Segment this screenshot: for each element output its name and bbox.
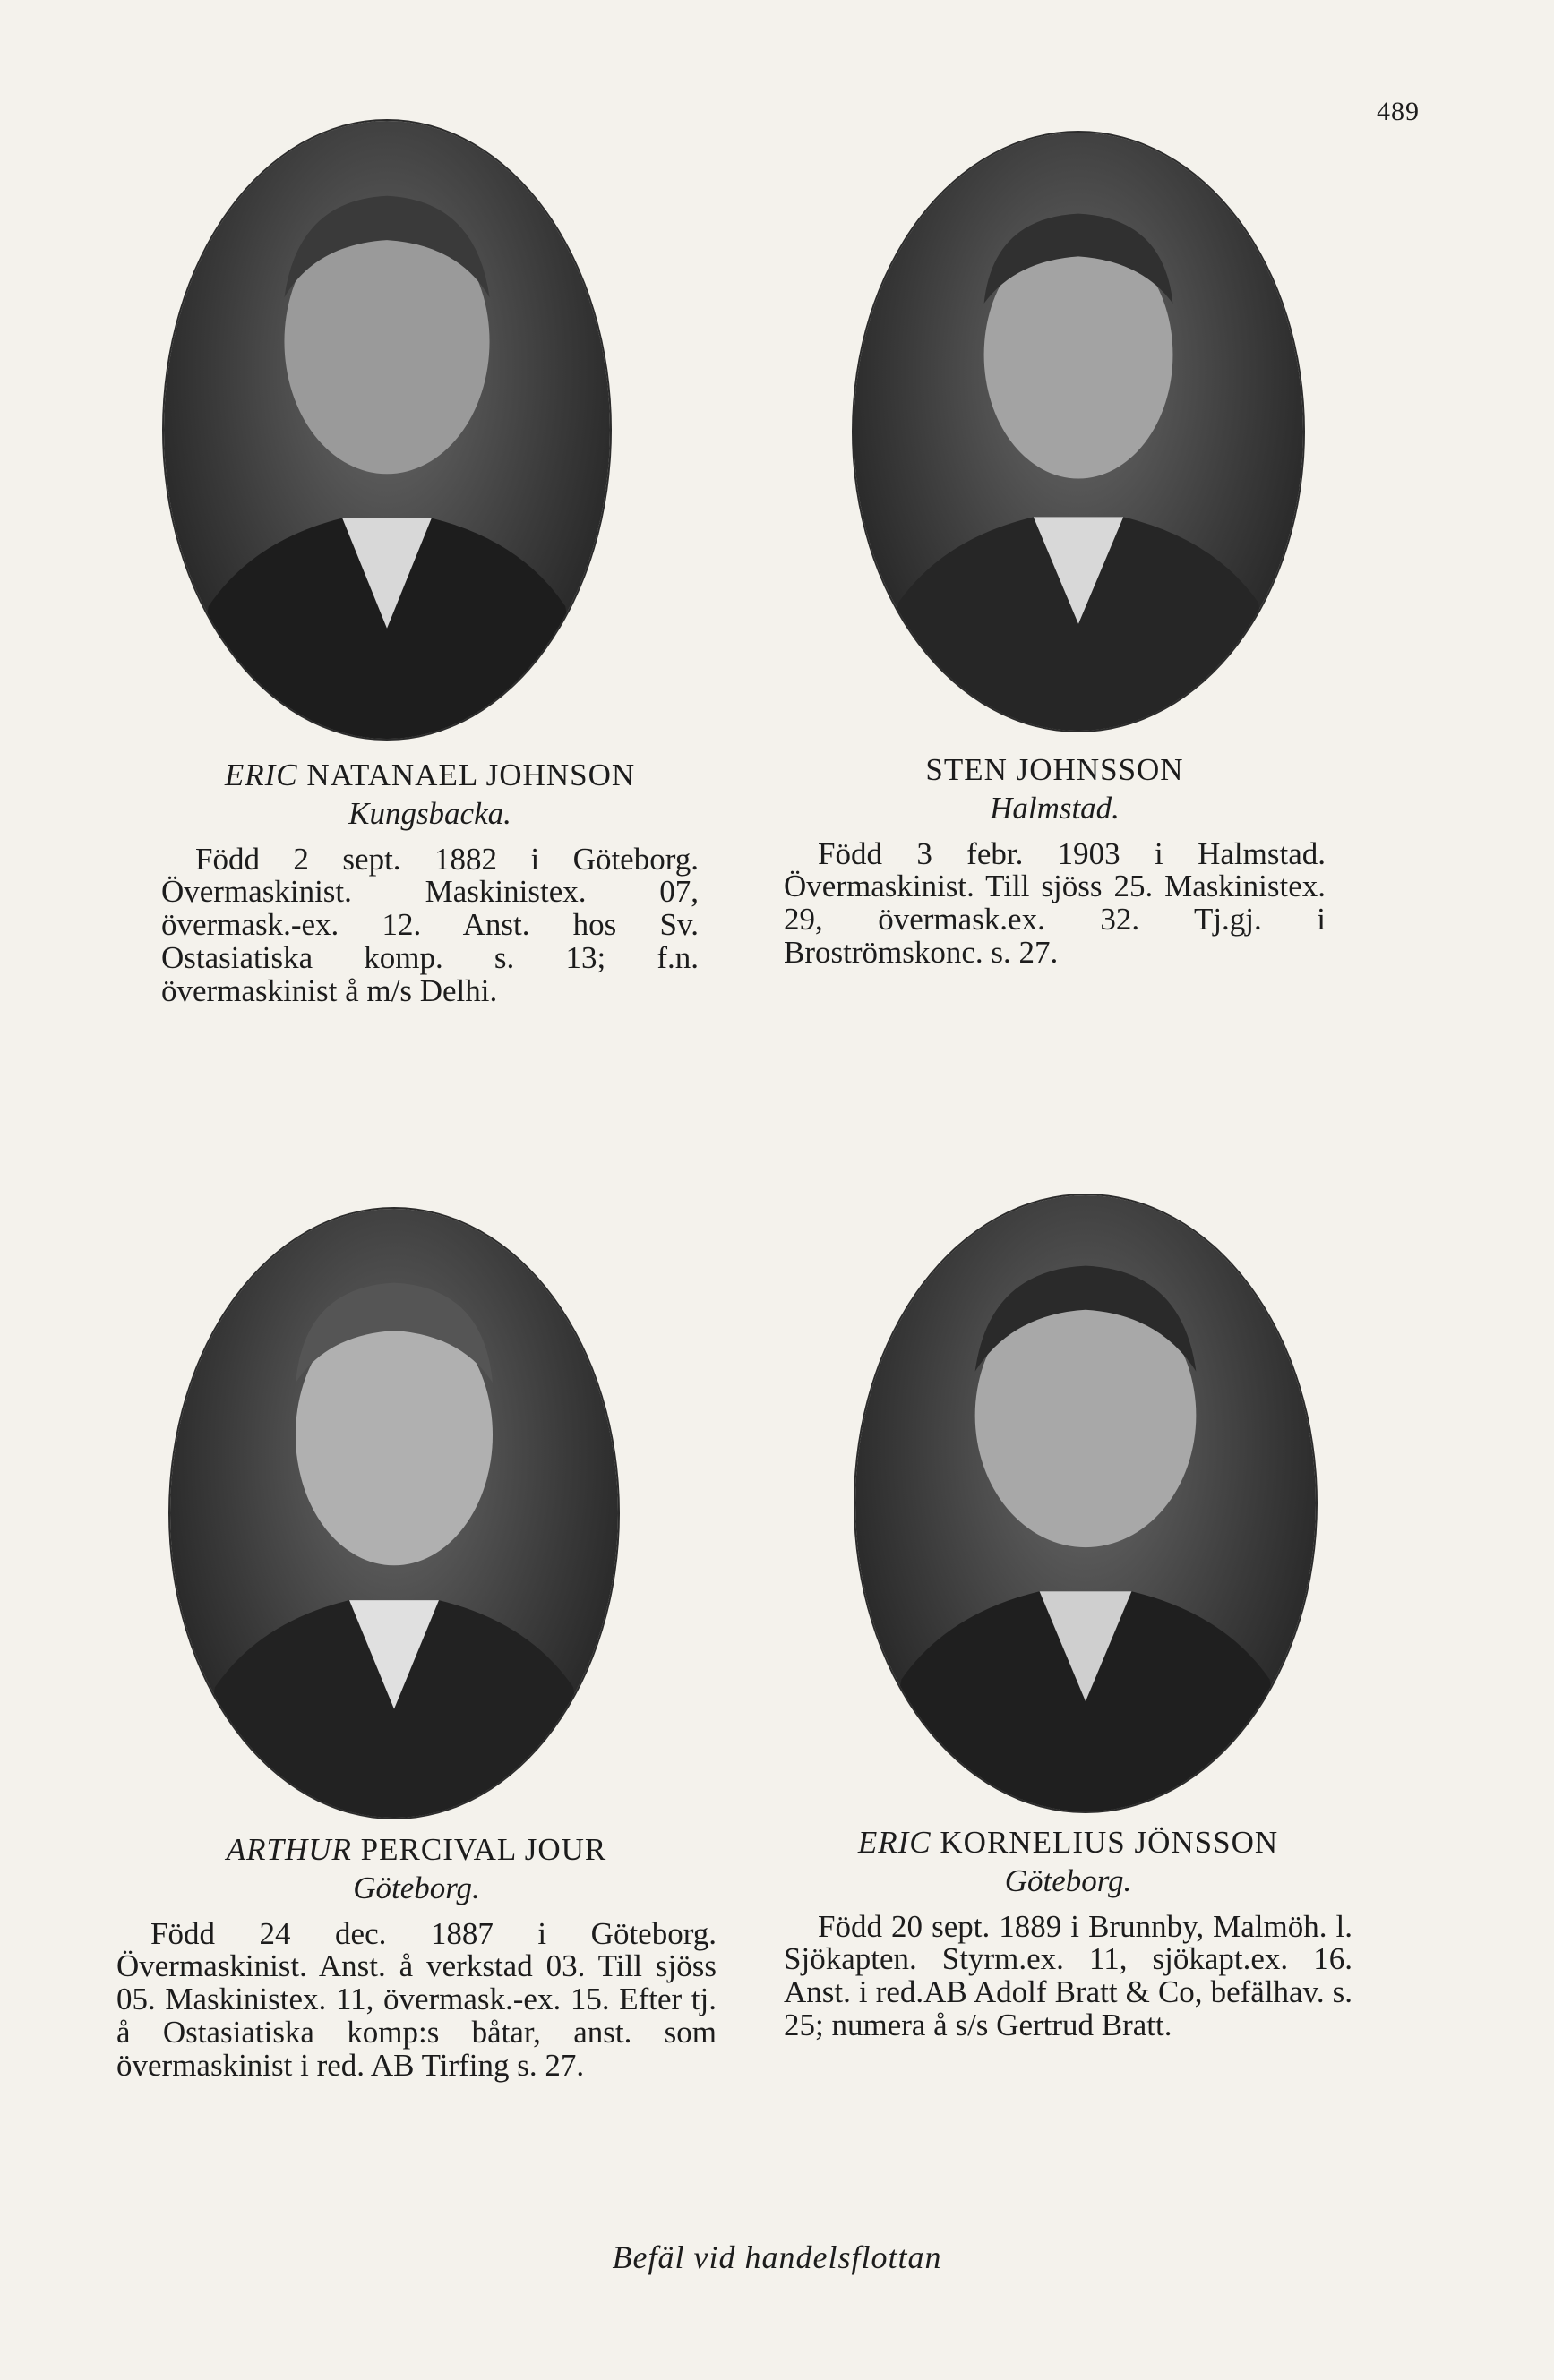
person-bio: Född 2 sept. 1882 i Göteborg. Övermaskinist. Maskinistex. 07, övermask.-ex. 12. Anst. hos Sv. Ostasiatiska komp. s. 13; f.n. övermaskinist å m/s Delhi. bbox=[161, 841, 699, 1008]
page-number: 489 bbox=[1377, 97, 1420, 126]
entry-sten-johnsson bbox=[784, 754, 1326, 970]
person-city: Göteborg. bbox=[1004, 1862, 1132, 1898]
person-city: Halmstad. bbox=[990, 790, 1120, 826]
portrait-photo-2 bbox=[854, 133, 1303, 731]
person-bio: Född 3 febr. 1903 i Halmstad. Övermaskinist. Till sjöss 25. Maskinistex. 29, övermask.ex. 32. Tj.gj. i Broströmskonc. s. 27. bbox=[784, 835, 1326, 970]
person-name: ARTHUR PERCIVAL JOUR bbox=[226, 1832, 607, 1867]
portrait-photo-1 bbox=[164, 121, 610, 739]
person-silhouette-icon bbox=[855, 1195, 1316, 1811]
person-bio: Född 20 sept. 1889 i Brunnby, Malmöh. l. Sjökapten. Styrm.ex. 11, sjökapt.ex. 16. Anst. i red.AB Adolf Bratt & Co, befälhav. s. 25; numera å s/s Gertrud Bratt. bbox=[784, 1908, 1352, 2042]
portrait-photo-3 bbox=[170, 1209, 618, 1818]
person-silhouette-icon bbox=[854, 133, 1303, 731]
entry-arthur-percival-jour bbox=[116, 1834, 717, 2082]
person-city: Kungsbacka. bbox=[348, 795, 511, 831]
entry-eric-kornelius-jonsson bbox=[784, 1827, 1352, 2042]
person-silhouette-icon bbox=[170, 1209, 618, 1818]
entry-eric-natanael-johnson bbox=[161, 759, 699, 1007]
person-name: ERIC KORNELIUS JÖNSSON bbox=[857, 1825, 1279, 1860]
running-footer: Befäl vid handelsflottan bbox=[612, 2239, 942, 2275]
person-city: Göteborg. bbox=[353, 1870, 480, 1905]
person-silhouette-icon bbox=[164, 121, 610, 739]
portrait-photo-4 bbox=[855, 1195, 1316, 1811]
person-bio: Född 24 dec. 1887 i Göteborg. Övermaskinist. Anst. å verkstad 03. Till sjöss 05. Maskinistex. 11, övermask.-ex. 15. Efter tj. å Ostasiatiska komp:s båtar, anst. som övermaskinist i red. AB Tirfing s. 27. bbox=[116, 1915, 717, 2083]
person-name: STEN JOHNSSON bbox=[925, 752, 1184, 787]
person-name: ERIC NATANAEL JOHNSON bbox=[224, 758, 636, 792]
